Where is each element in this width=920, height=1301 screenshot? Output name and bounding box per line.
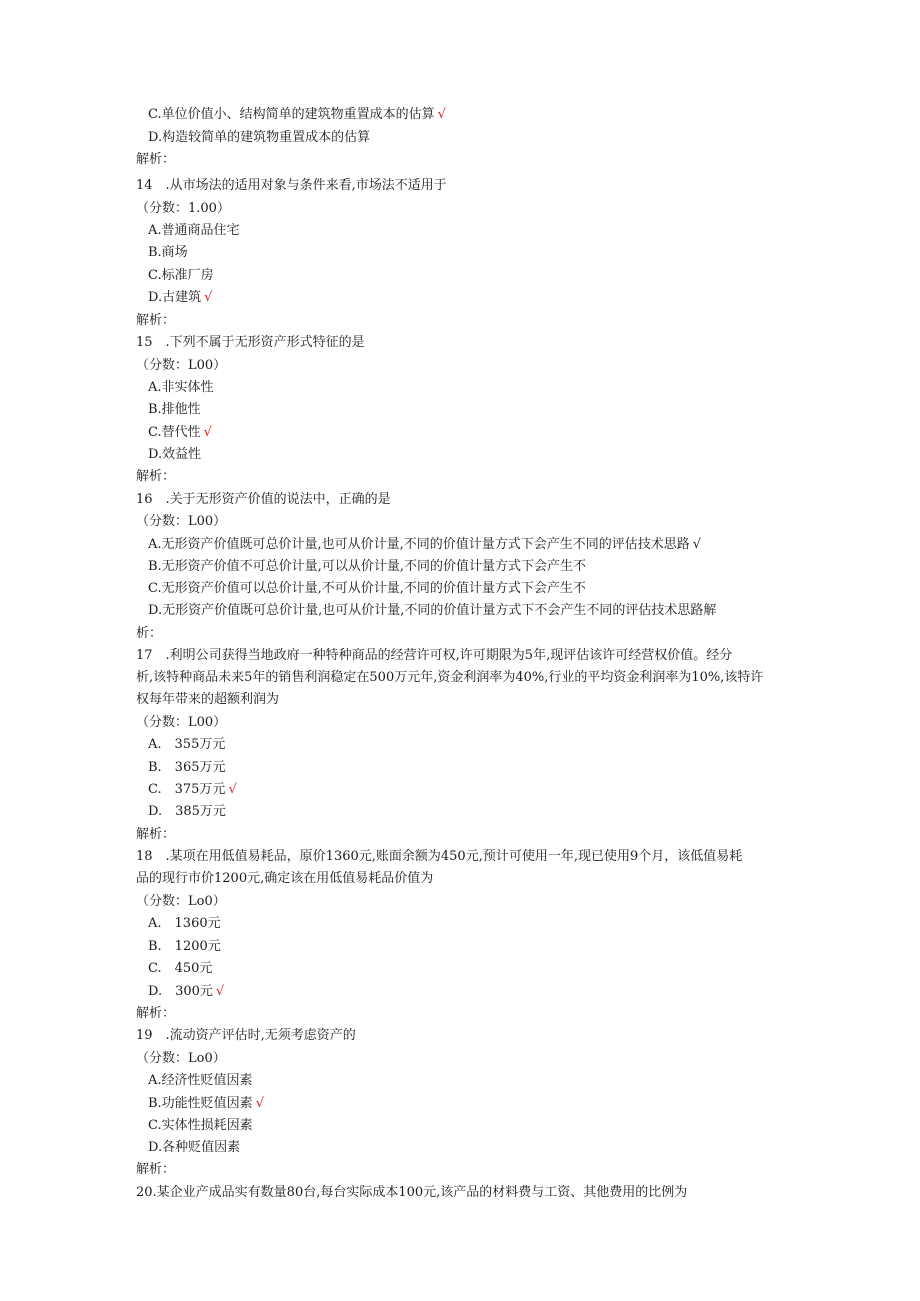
analysis-label: 解析： xyxy=(136,313,176,328)
analysis-label: 解析： xyxy=(136,152,176,167)
question-17-stem-line: 17 .利明公司获得当地政府一种特种商品的经营许可权,许可期限为5年,现评估该许可经营权价值。经分 xyxy=(136,648,733,663)
check-mark-icon: √ xyxy=(692,537,702,552)
analysis-label: 解析： xyxy=(136,1006,176,1021)
question-18-stem-line: 品的现行市价1200元,确定该在用低值易耗品价值为 xyxy=(136,871,434,886)
question-17-stem-line: 析,该特种商品未来5年的销售利润稳定在500万元年,资金利润率为40%,行业的平均资金利润率为10%,该特许 xyxy=(136,670,764,685)
option-14b: B.商场 xyxy=(148,245,188,260)
option-17d: D. 385万元 xyxy=(148,804,226,819)
question-19-score: （分数：Lo0） xyxy=(136,1051,226,1066)
question-17-score: （分数：L00） xyxy=(136,715,227,730)
check-mark-icon: √ xyxy=(204,290,213,305)
check-mark-icon: √ xyxy=(437,107,446,122)
check-mark-icon: √ xyxy=(228,782,237,797)
analysis-label: 解析： xyxy=(136,827,176,842)
option-18c: C. 450元 xyxy=(148,961,213,976)
option-15d: D.效益性 xyxy=(148,447,202,462)
option-14a: A.普通商品住宅 xyxy=(148,223,240,238)
option-15c: C.替代性 √ xyxy=(148,425,212,440)
option-15b: B.排他性 xyxy=(148,402,201,417)
check-mark-icon: √ xyxy=(255,1096,264,1111)
option-18a: A. 1360元 xyxy=(148,916,221,931)
question-14-stem: 14 .从市场法的适用对象与条件来看,市场法不适用于 xyxy=(136,178,447,193)
question-19-stem: 19 .流动资产评估时,无须考虑资产的 xyxy=(136,1028,356,1043)
option-13d: D.构造较简单的建筑物重置成本的估算 xyxy=(148,130,371,145)
analysis-wrap: 析： xyxy=(136,626,163,641)
option-14c: C.标准厂房 xyxy=(148,268,214,283)
option-16d: D.无形资产价值既可总价计量,也可从价计量,不同的价值计量方式下不会产生不同的评估技术思路解 xyxy=(148,603,717,618)
option-19d: D.各种贬值因素 xyxy=(148,1140,241,1155)
question-14-score: （分数：1.00） xyxy=(136,201,230,216)
option-18d: D. 300元 √ xyxy=(148,984,225,999)
analysis-label: 解析： xyxy=(136,1162,176,1177)
option-19b: B.功能性贬值因素 √ xyxy=(148,1096,264,1111)
question-18-stem-line: 18 .某项在用低值易耗品，原价1360元,账面余额为450元,预计可使用一年,现已使用9个月，该低值易耗 xyxy=(136,849,743,864)
option-13c: C.单位价值小、结构简单的建筑物重置成本的估算 √ xyxy=(148,107,446,122)
option-19a: A.经济性贬值因素 xyxy=(148,1073,253,1088)
option-17a: A. 355万元 xyxy=(148,737,226,752)
option-17b: B. 365万元 xyxy=(148,760,226,775)
question-17-stem-line: 权每年带来的超额利润为 xyxy=(136,692,280,707)
option-16a: A.无形资产价值既可总价计量,也可从价计量,不同的价值计量方式下会产生不同的评估技术思路 √ xyxy=(148,537,702,552)
question-20-stem: 20.某企业产成品实有数量80台,每台实际成本100元,该产品的材料费与工资、其他费用的比例为 xyxy=(136,1185,688,1200)
option-14d: D.古建筑 √ xyxy=(148,290,213,305)
question-16-stem: 16 .关于无形资产价值的说法中，正确的是 xyxy=(136,492,391,507)
check-mark-icon: √ xyxy=(215,984,225,999)
option-15a: A.非实体性 xyxy=(148,380,214,395)
question-15-stem: 15 .下列不属于无形资产形式特征的是 xyxy=(136,335,365,350)
option-18b: B. 1200元 xyxy=(148,939,221,954)
option-16b: B.无形资产价值不可总价计量,可以从价计量,不同的价值计量方式下会产生不 xyxy=(148,559,586,574)
check-mark-icon: √ xyxy=(203,425,212,440)
option-19c: C.实体性损耗因素 xyxy=(148,1118,253,1133)
option-17c: C. 375万元 √ xyxy=(148,782,237,797)
option-16c: C.无形资产价值可以总价计量,不可从价计量,不同的价值计量方式下会产生不 xyxy=(148,581,586,596)
question-15-score: （分数：L00） xyxy=(136,358,227,373)
analysis-label: 解析： xyxy=(136,469,176,484)
question-18-score: （分数：Lo0） xyxy=(136,894,226,909)
question-16-score: （分数：L00） xyxy=(136,514,227,529)
